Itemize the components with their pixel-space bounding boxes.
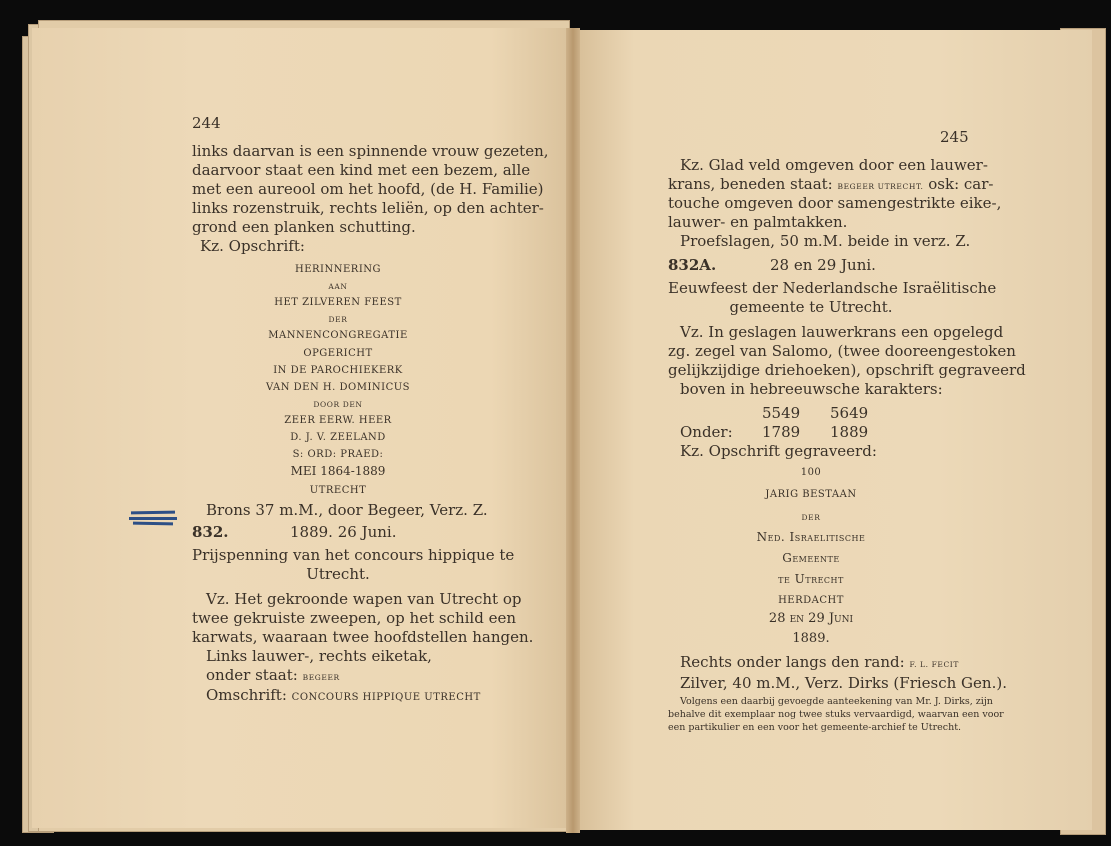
text-line: Proefslagen, 50 m.M. beide in verz. Z. bbox=[680, 232, 971, 250]
inscription-line: D. J. V. ZEELAND bbox=[290, 432, 386, 443]
inscription-line: HERINNERING bbox=[294, 264, 382, 275]
inscription-line: Ned. Israelitische bbox=[756, 530, 866, 544]
blue-pencil-mark bbox=[129, 517, 177, 520]
kz-label: Kz. Opschrift: bbox=[200, 237, 305, 255]
entry-number: 832A. bbox=[668, 256, 717, 274]
entry-title: Prijspenning van het concours hippique te bbox=[192, 546, 515, 564]
inscription-line: VAN DEN H. DOMINICUS bbox=[265, 382, 411, 393]
text-line: touche omgeven door samengestrikte eike-, bbox=[668, 194, 1002, 212]
onder-line bbox=[206, 666, 340, 687]
inscription-line: S: ORD: PRAED: bbox=[292, 449, 384, 460]
text-line: Kz. Glad veld omgeven door een lauwer- bbox=[680, 156, 988, 174]
onder-prefix: onder staat: bbox=[206, 666, 298, 684]
text-line: met een aureool om het hoofd, (de H. Familie) bbox=[192, 180, 544, 198]
footnote-line: behalve dit exemplaar nog twee stuks vervaardigd, waarvan een voor bbox=[668, 709, 1004, 720]
year-hebrew-2: 5649 bbox=[830, 404, 869, 422]
inscription-line: HERDACHT bbox=[778, 595, 844, 606]
text-line bbox=[668, 175, 993, 196]
page-number-right: 245 bbox=[940, 128, 969, 146]
text-line: Links lauwer-, rechts eiketak, bbox=[206, 647, 432, 665]
inscription-line: MEI 1864-1889 bbox=[290, 464, 386, 478]
text-line: links daarvan is een spinnende vrouw gezeten, bbox=[192, 142, 549, 160]
book-gutter bbox=[566, 28, 580, 833]
maker-signature: F. L. FECIT bbox=[909, 660, 959, 669]
footnote-line: Volgens een daarbij gevoegde aanteekening van Mr. J. Dirks, zijn bbox=[680, 696, 993, 707]
inscription-line: DER bbox=[328, 315, 348, 324]
text-line: twee gekruiste zweepen, op het schild een bbox=[192, 609, 517, 627]
text-segment: krans, beneden staat: bbox=[668, 175, 833, 193]
inscription-line: 1889. bbox=[792, 631, 830, 646]
year-hebrew-1: 5549 bbox=[762, 404, 801, 422]
text-line: boven in hebreeuwsche karakters: bbox=[680, 380, 943, 398]
year-2: 1889 bbox=[830, 423, 869, 441]
inscription-line: 100 bbox=[800, 467, 822, 478]
text-line: gelijkzijdige driehoeken), opschrift gegraveerd bbox=[668, 361, 1026, 379]
text-line: Vz. In geslagen lauwerkrans een opgelegd bbox=[680, 323, 1004, 341]
inscription-line: MANNENCONGREGATIE bbox=[268, 330, 408, 341]
inscription-line: Gemeente bbox=[782, 551, 840, 565]
entry-date: 28 en 29 Juni. bbox=[770, 256, 876, 274]
kz-label: Kz. Opschrift gegraveerd: bbox=[680, 442, 877, 460]
text-segment: Rechts onder langs den rand: bbox=[680, 653, 905, 671]
inscription-line: OPGERICHT bbox=[303, 348, 373, 359]
inscription-line: ZEER EERW. HEER bbox=[284, 415, 392, 426]
inscription-line: IN DE PAROCHIEKERK bbox=[273, 365, 403, 376]
omschrift-line bbox=[206, 686, 481, 707]
text-line: karwats, waaraan twee hoofdstellen hangen. bbox=[192, 628, 534, 646]
maker-name: BEGEER UTRECHT. bbox=[837, 182, 924, 191]
entry-title: gemeente te Utrecht. bbox=[729, 298, 893, 316]
omschrift-text: CONCOURS HIPPIQUE UTRECHT bbox=[291, 692, 481, 703]
inscription-line: 28 en 29 Juni bbox=[768, 611, 854, 626]
entry-number: 832. bbox=[192, 523, 229, 541]
entry-title: Eeuwfeest der Nederlandsche Israëlitische bbox=[668, 279, 997, 297]
text-line: grond een planken schutting. bbox=[192, 218, 416, 236]
entry-title: Utrecht. bbox=[306, 565, 370, 583]
inscription-line: HET ZILVEREN FEEST bbox=[274, 297, 402, 308]
inscription-line: DER bbox=[801, 513, 821, 522]
inscription-line: te Utrecht bbox=[778, 572, 844, 586]
material-line: Zilver, 40 m.M., Verz. Dirks (Friesch Gen.). bbox=[680, 674, 1007, 692]
text-line: daarvoor staat een kind met een bezem, alle bbox=[192, 161, 531, 179]
text-segment: osk: car- bbox=[928, 175, 994, 193]
inscription-line: JARIG BESTAAN bbox=[765, 489, 857, 500]
footnote-line: een partikulier en een voor het gemeente-archief te Utrecht. bbox=[668, 722, 962, 733]
inscription-line: AAN bbox=[328, 282, 348, 291]
text-line: links rozenstruik, rechts leliën, op den achter- bbox=[192, 199, 544, 217]
inscription-line: DOOR DEN bbox=[313, 400, 363, 409]
text-line: zg. zegel van Salomo, (twee dooreengestoken bbox=[668, 342, 1016, 360]
year-1: 1789 bbox=[762, 423, 801, 441]
text-line: Vz. Het gekroonde wapen van Utrecht op bbox=[206, 590, 522, 608]
maker-name: BEGEER bbox=[302, 673, 340, 682]
material-line: Brons 37 m.M., door Begeer, Verz. Z. bbox=[206, 501, 488, 519]
onder-label: Onder: bbox=[680, 423, 733, 441]
entry-date: 1889. 26 Juni. bbox=[290, 523, 397, 541]
page-number-left: 244 bbox=[192, 114, 221, 132]
omschrift-prefix: Omschrift: bbox=[206, 686, 287, 704]
text-line: lauwer- en palmtakken. bbox=[668, 213, 848, 231]
inscription-line: UTRECHT bbox=[309, 485, 367, 496]
rechts-line bbox=[680, 653, 959, 674]
